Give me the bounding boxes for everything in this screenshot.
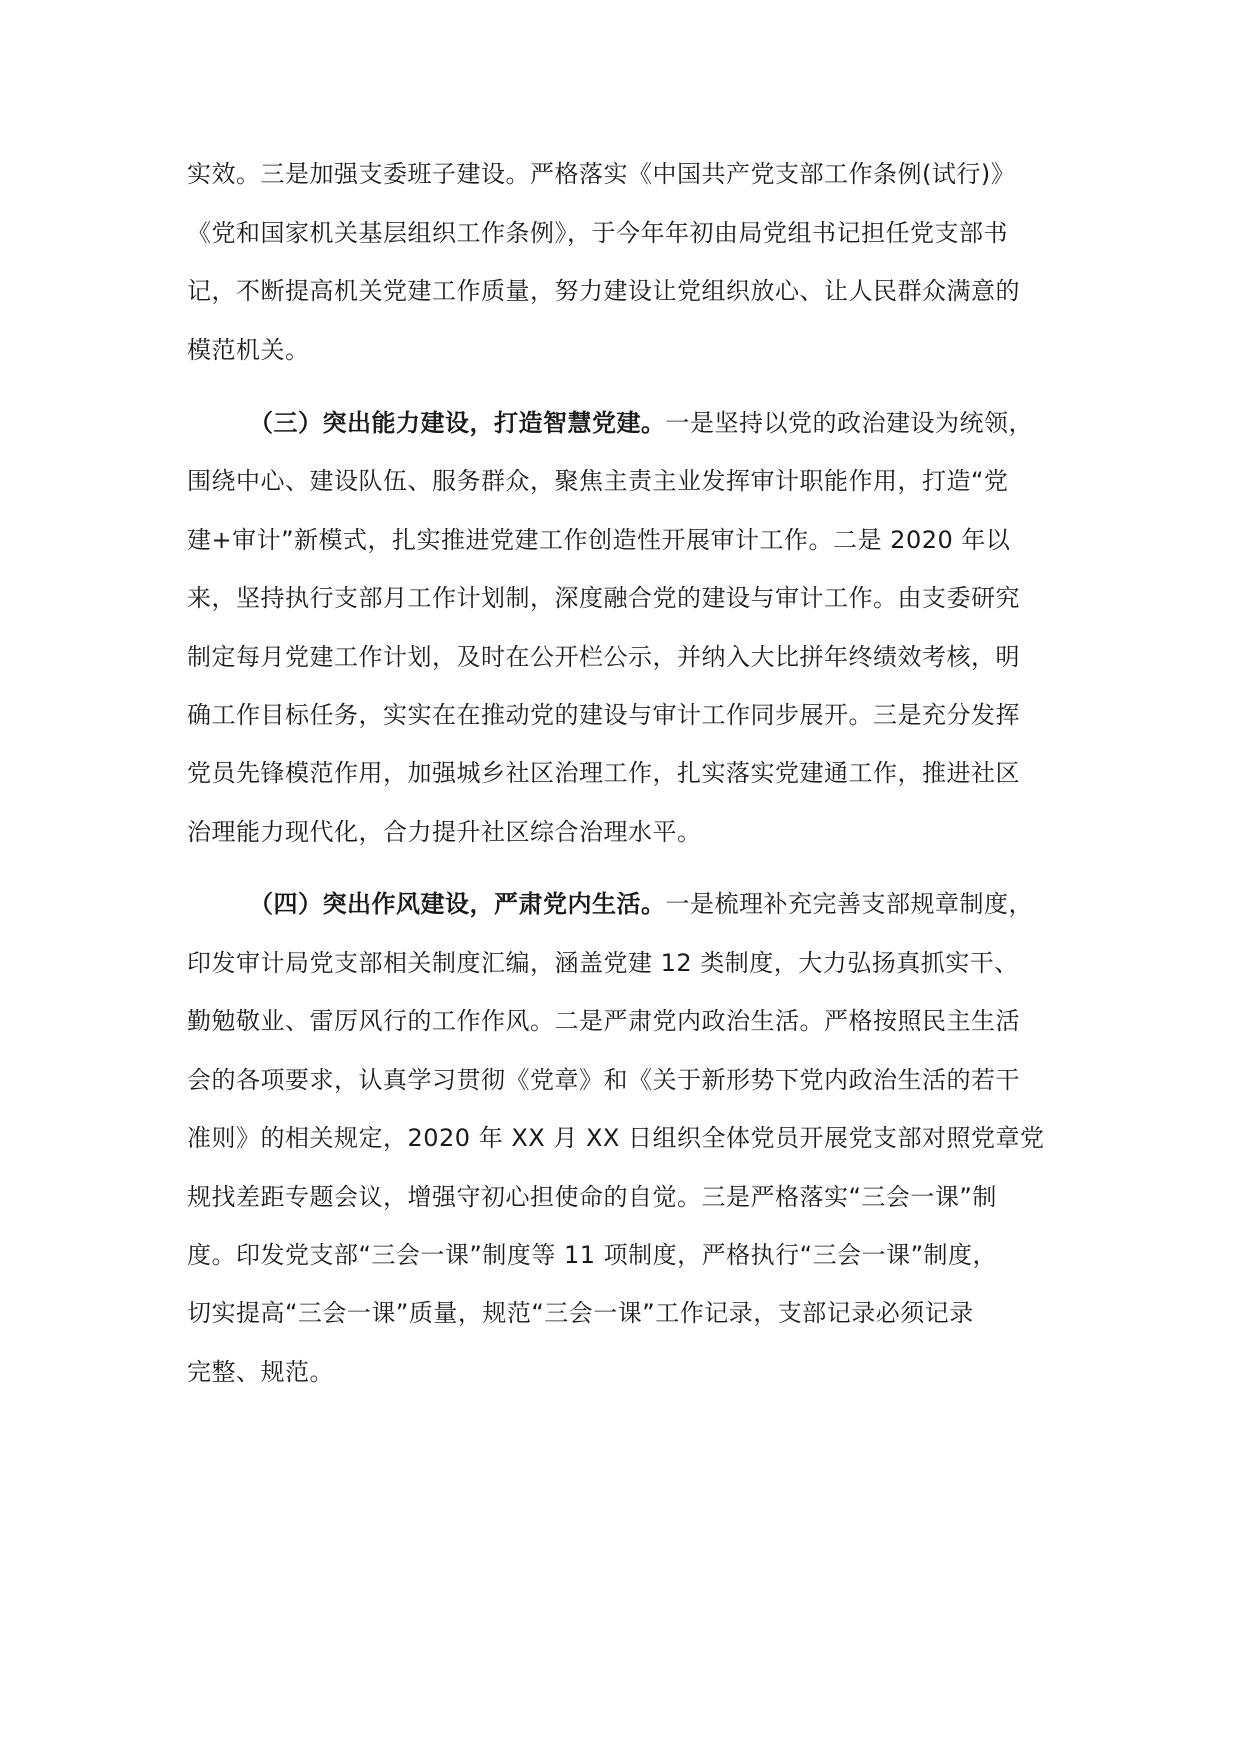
paragraph-line: 《党和国家机关基层组织工作条例》，于今年年初由局党组书记担任党支部书 [187, 219, 1008, 247]
paragraph-line: 会的各项要求，认真学习贯彻《党章》和《关于新形势下党内政治生活的若干 [187, 1066, 1020, 1094]
paragraph-line: 勤勉敬业、雷厉风行的工作作风。二是严肃党内政治生活。严格按照民主生活 [187, 1007, 1020, 1035]
paragraph-line: 准则》的相关规定，2020 年 XX 月 XX 日组织全体党员开展党支部对照党章党 [187, 1124, 1045, 1152]
paragraph-line: 度。印发党支部“三会一课”制度等 11 项制度，严格执行“三会一课”制度， [187, 1241, 998, 1269]
paragraph-line: 围绕中心、建设队伍、服务群众，聚焦主责主业发挥审计职能作用，打造“党 [187, 467, 1009, 495]
paragraph-text: 一是梳理补充完善支部规章制度， [665, 890, 1033, 918]
paragraph-line: 确工作目标任务，实实在在推动党的建设与审计工作同步展开。三是充分发挥 [187, 701, 1020, 729]
paragraph-line: 模范机关。 [187, 336, 310, 364]
paragraph-line: 印发审计局党支部相关制度汇编，涵盖党建 12 类制度，大力弘扬真抓实干、 [187, 949, 1019, 977]
paragraph-line: 记，不断提高机关党建工作质量，努力建设让党组织放心、让人民群众满意的 [187, 277, 1020, 305]
paragraph-first-line [187, 406, 1033, 440]
section-heading-3: （三）突出能力建设，打造智慧党建。 [249, 409, 666, 437]
paragraph-line: 规找差距专题会议，增强守初心担使命的自觉。三是严格落实“三会一课”制 [187, 1183, 997, 1211]
paragraph-line: 建+审计”新模式，扎实推进党建工作创造性开展审计工作。二是 2020 年以 [187, 526, 1011, 554]
paragraph-first-line [187, 887, 1033, 921]
paragraph-line: 完整、规范。 [187, 1358, 334, 1386]
paragraph-line: 实效。三是加强支委班子建设。严格落实《中国共产党支部工作条例(试行)》 [187, 160, 1016, 188]
paragraph-line: 制定每月党建工作计划，及时在公开栏公示，并纳入大比拼年终绩效考核，明 [187, 643, 1020, 671]
paragraph-text: 一是坚持以党的政治建设为统领， [665, 409, 1033, 437]
paragraph-line: 来，坚持执行支部月工作计划制，深度融合党的建设与审计工作。由支委研究 [187, 584, 1020, 612]
paragraph-line: 党员先锋模范作用，加强城乡社区治理工作，扎实落实党建通工作，推进社区 [187, 759, 1020, 787]
paragraph-line: 治理能力现代化，合力提升社区综合治理水平。 [187, 818, 702, 846]
paragraph-line: 切实提高“三会一课”质量，规范“三会一课”工作记录，支部记录必须记录 [187, 1299, 974, 1327]
section-heading-4: （四）突出作风建设，严肃党内生活。 [249, 890, 666, 918]
